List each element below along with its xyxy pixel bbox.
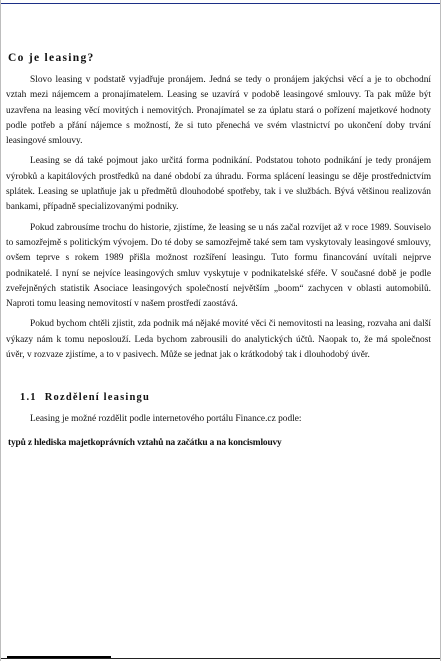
paragraph-2: Leasing se dá také pojmout jako určitá forma podnikání. Podstatou tohoto podnikání je tedy pronájem výrobků a kapitálových prostředků na dané období za úhradu. Forma splácení leasingu se děje prostřednictvím splátek. Leasing se uplatňuje jak u předmětů dlouhodobé spotřeby, tak i ve službách. Bývá většinou realizován bankami, případně specializovanými podniky. bbox=[6, 156, 431, 213]
section-heading bbox=[20, 390, 431, 405]
page-heading: Co je leasing? bbox=[8, 52, 95, 64]
paragraph-4: Pokud bychom chtěli zjistit, zda podnik má nějaké movité věci či nemovitosti na leasing, rozvaha ani další výkazy nám k tomu neposlouží. Leda bychom zabrousili do analytických účtů. Naopak to, že má společnost úvěr, v rozvaze zjistíme, a to v pasivech. Může se jednat jak o krátkodobý tak i dlouhodobý úvěr. bbox=[6, 319, 431, 361]
document-body bbox=[6, 50, 431, 451]
paragraph-3: Pokud zabrousíme trochu do historie, zjistíme, že leasing se u nás začal rozvíjet až v roce 1989. Souviselo to samozřejmě s politickým vývojem. Do té doby se samozřejmě také sem tam vyskytovaly leasingové smlouvy, ovšem teprve s rokem 1989 přišla možnost rozšíření leasingu. Tuto formu financování uvítali nejprve podnikatelé. I nyní se nejvíce leasingových smluv vyskytuje v podnikatelské sféře. V současné době je podle zveřejněných statistik Asociace leasingových společností největším „boom“ zachycen v oblasti automobilů. Naproti tomu leasing nemovitostí v našem prostředí zaostává. bbox=[6, 222, 431, 310]
section-number: 1.1 bbox=[20, 392, 37, 404]
section-title: Rozdělení leasingu bbox=[44, 392, 151, 404]
section-lead: Leasing je možné rozdělit podle internetového portálu Finance.cz podle: bbox=[30, 414, 302, 425]
paragraph-1: Slovo leasing v podstatě vyjadřuje pronájem. Jedná se tedy o pronájem jakýchsi věcí a je to obchodní vztah mezi nájemcem a pronajímatelem. Leasing se uzavírá v podobě leasingové smlouvy. Ta pak může být uzavřena na leasing věcí movitých i nemovitých. Pronajímatel se za úplatu stará o pořízení majetkové hodnoty podle potřeb a přání nájemce s možností, že si tuto přenechá ve svém vlastnictví po ukončení doby trvání leasingové smlouvy. bbox=[6, 75, 431, 147]
top-border-line bbox=[1, 3, 440, 4]
bottom-border-line bbox=[1, 658, 440, 659]
section-bold-line: typů z hlediska majetkoprávních vztahů na začátku a na koncismlouvy bbox=[8, 437, 282, 448]
